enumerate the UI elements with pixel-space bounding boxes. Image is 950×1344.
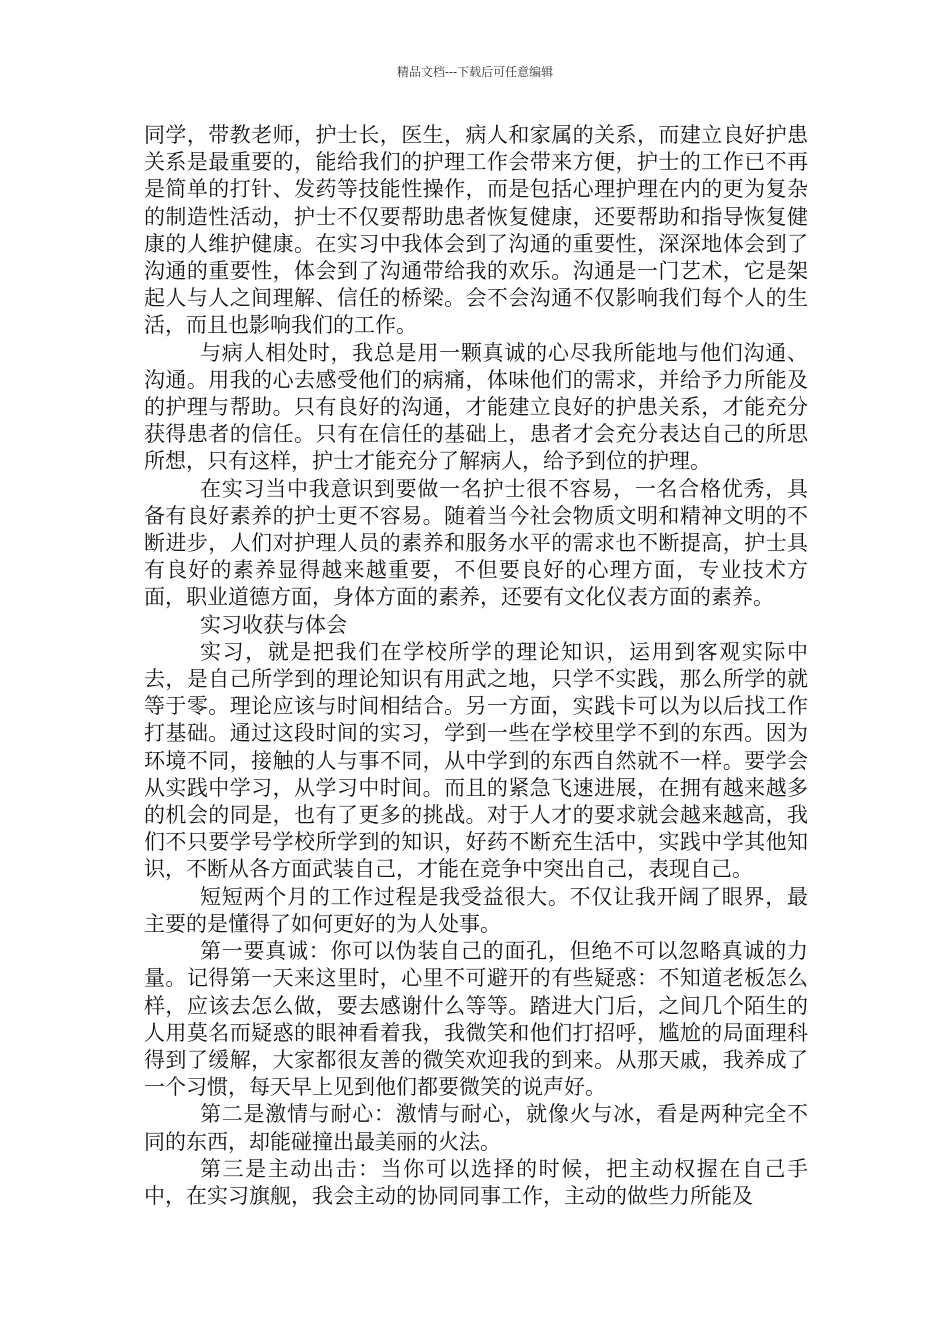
paragraph: 同学，带教老师，护士长，医生，病人和家属的关系，而建立良好护患关系是最重要的，能给我们的护理工作会带来方便，护士的工作已不再是简单的打针、发药等技能性操作，而是包括心理护理在内的更为复杂的制造性活动，护士不仅要帮助患者恢复健康，还要帮助和指导恢复健康的人维护健康。在实习中我体会到了沟通的重要性，深深地体会到了沟通的重要性，体会到了沟通带给我的欢乐。沟通是一门艺术，它是架起人与人之间理解、信任的桥梁。会不会沟通不仅影响我们每个人的生活，而且也影响我们的工作。 [144,123,808,338]
paragraph: 在实习当中我意识到要做一名护士很不容易，一名合格优秀，具备有良好素养的护士更不容易。随着当今社会物质文明和精神文明的不断进步，人们对护理人员的素养和服务水平的需求也不断提高，护士具有良好的素养显得越来越重要，不但要良好的心理方面，专业技术方面，职业道德方面，身体方面的素养，还要有文化仪表方面的素养。 [144,476,808,610]
page-header: 精品文档---下载后可任意编辑 [396,65,554,79]
section-heading: 实习收获与体会 [200,612,347,637]
document-body [144,122,808,1210]
paragraph: 第三是主动出击：当你可以选择的时候，把主动权握在自己手中，在实习旗舰，我会主动的协同同事工作，主动的做些力所能及 [144,1156,808,1208]
paragraph: 实习，就是把我们在学校所学的理论知识，运用到客观实际中去，是自己所学到的理论知识有用武之地，只学不实践，那么所学的就等于零。理论应该与时间相结合。另一方面，实践卡可以为以后找工作打基础。通过这段时间的实习，学到一些在学校里学不到的东西。因为环境不同，接触的人与事不同，从中学到的东西自然就不一样。要学会从实践中学习，从学习中时间。而且的紧急飞速进展，在拥有越来越多的机会的同是，也有了更多的挑战。对于人才的要求就会越来越高，我们不只要学号学校所学到的知识，好药不断充生活中，实践中学其他知识，不断从各方面武装自己，才能在竞争中突出自己，表现自己。 [144,639,808,882]
paragraph: 第一要真诚：你可以伪装自己的面孔，但绝不可以忽略真诚的力量。记得第一天来这里时，心里不可避开的有些疑惑：不知道老板怎么样，应该去怎么做，要去感谢什么等等。踏进大门后，之间几个陌生的人用莫名而疑惑的眼神看着我，我微笑和他们打招呼，尴尬的局面理科得到了缓解，大家都很友善的微笑欢迎我的到来。从那天戚，我养成了一个习惯，每天早上见到他们都要微笑的说声好。 [144,939,808,1100]
paragraph: 与病人相处时，我总是用一颗真诚的心尽我所能地与他们沟通、沟通。用我的心去感受他们的病痛，体味他们的需求，并给予力所能及的护理与帮助。只有良好的沟通，才能建立良好的护患关系，才能充分获得患者的信任。只有在信任的基础上，患者才会充分表达自己的所思所想，只有这样，护士才能充分了解病人，给予到位的护理。 [144,340,808,474]
paragraph: 第二是激情与耐心：激情与耐心，就像火与冰，看是两种完全不同的东西，却能碰撞出最美丽的火法。 [144,1102,808,1154]
paragraph: 短短两个月的工作过程是我受益很大。不仅让我开阔了眼界，最主要的是懂得了如何更好的为人处事。 [144,884,808,936]
